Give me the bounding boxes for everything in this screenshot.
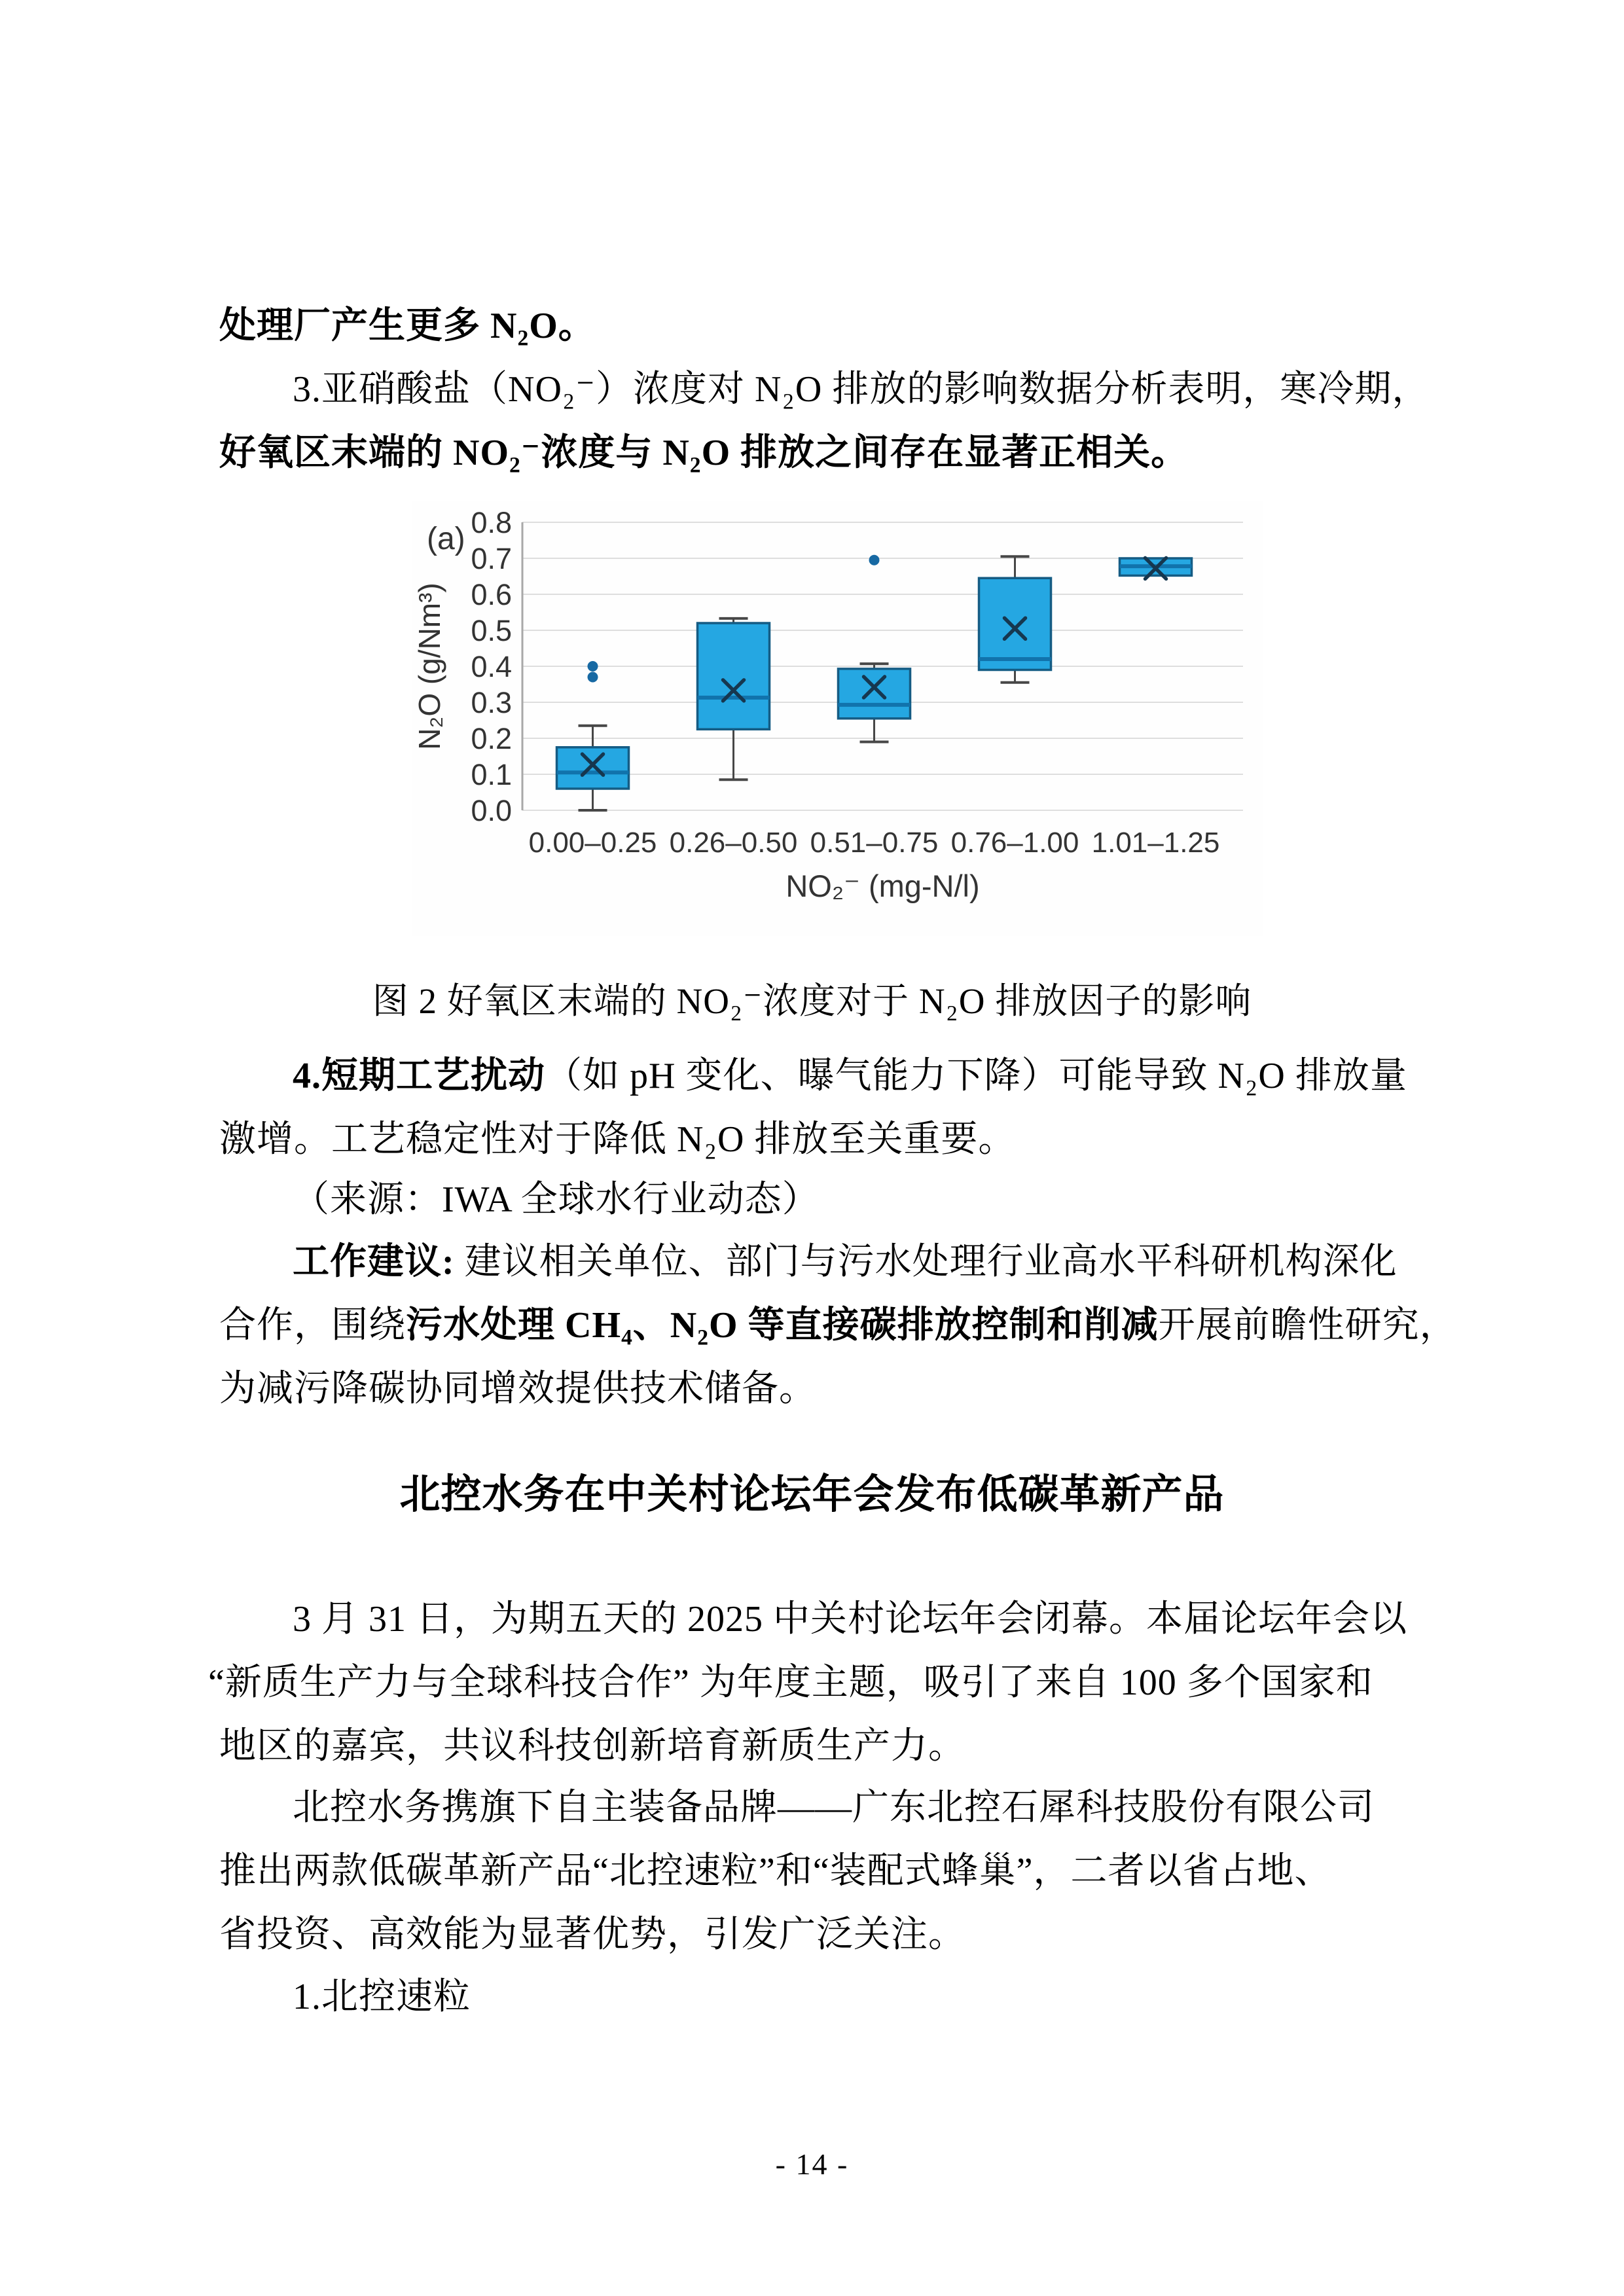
y-tick-label: 0.6 bbox=[471, 578, 512, 611]
x-axis-title: NO₂⁻ (mg-N/l) bbox=[785, 869, 980, 903]
x-tick-label: 0.51–0.75 bbox=[810, 827, 939, 859]
boxplot-chart bbox=[412, 501, 1263, 936]
x-tick-label: 0.00–0.25 bbox=[528, 827, 657, 859]
boxplot-figure bbox=[412, 501, 1263, 936]
bold-text-segment: 工作建议: bbox=[293, 1242, 465, 1282]
text-segment: 合作，围绕 bbox=[219, 1305, 406, 1346]
bold-text-segment: 好氧区末端的 NO₂⁻浓度与 N₂O 排放之间存在显著正相关。 bbox=[219, 433, 1189, 473]
bold-text-segment: 处理厂产生更多 N₂O。 bbox=[219, 306, 596, 346]
paragraph-line bbox=[219, 1357, 816, 1421]
x-tick-label: 0.26–0.50 bbox=[669, 827, 798, 859]
paragraph-line bbox=[293, 1588, 1407, 1651]
y-tick-label: 0.2 bbox=[471, 722, 512, 755]
box-3 bbox=[839, 669, 911, 719]
y-tick-label: 0.0 bbox=[471, 794, 512, 827]
outlier-point bbox=[588, 672, 598, 683]
y-axis-title: N₂O (g/Nm³) bbox=[412, 583, 446, 750]
page-number: - 14 - bbox=[775, 2147, 849, 2181]
x-tick-label: 0.76–1.00 bbox=[950, 827, 1079, 859]
text-segment: 为减污降碳协同增效提供技术储备。 bbox=[219, 1369, 816, 1409]
paragraph-line bbox=[219, 1903, 965, 1967]
paragraph-line bbox=[208, 1651, 1373, 1715]
paragraph-line bbox=[219, 1840, 1331, 1903]
text-segment: 建议相关单位、部门与污水处理行业高水平科研机构深化 bbox=[464, 1242, 1398, 1282]
bold-text-segment: 4.短期工艺扰动 bbox=[293, 1056, 545, 1096]
paragraph-line bbox=[219, 1108, 1015, 1172]
text-segment: 开展前瞻性研究， bbox=[1158, 1305, 1457, 1346]
box-1 bbox=[557, 747, 629, 789]
text-segment: “新质生产力与全球科技合作” 为年度主题，吸引了来自 100 多个国家和 bbox=[208, 1662, 1373, 1703]
outlier-point bbox=[588, 661, 598, 672]
y-tick-label: 0.1 bbox=[471, 758, 512, 791]
y-tick-label: 0.4 bbox=[471, 650, 512, 683]
y-tick-label: 0.7 bbox=[471, 542, 512, 575]
paragraph-line bbox=[219, 295, 596, 358]
text-segment: 激增。工艺稳定性对于降低 N₂O 排放至关重要。 bbox=[219, 1119, 1016, 1160]
y-tick-label: 0.8 bbox=[471, 506, 512, 539]
y-tick-label: 0.5 bbox=[471, 614, 512, 647]
outlier-point bbox=[869, 555, 880, 565]
y-tick-label: 0.3 bbox=[471, 686, 512, 719]
text-segment: 省投资、高效能为显著优势，引发广泛关注。 bbox=[219, 1914, 965, 1955]
panel-label: (a) bbox=[427, 522, 465, 556]
paragraph-line bbox=[219, 1294, 1457, 1357]
paragraph-line bbox=[219, 1715, 965, 1778]
section-heading: 北控水务在中关村论坛年会发布低碳革新产品 bbox=[399, 1473, 1225, 1517]
paragraph-line bbox=[293, 1776, 1375, 1840]
paragraph-line bbox=[293, 358, 1429, 422]
text-segment: （如 pH 变化、曝气能力下降）可能导致 N₂O 排放量 bbox=[545, 1056, 1407, 1096]
text-segment: 北控水务携旗下自主装备品牌——广东北控石犀科技股份有限公司 bbox=[293, 1787, 1375, 1828]
text-segment: 3.亚硝酸盐（NO₂⁻）浓度对 N₂O 排放的影响数据分析表明，寒冷期， bbox=[293, 369, 1430, 410]
box-4 bbox=[979, 578, 1051, 670]
paragraph-line bbox=[219, 422, 1188, 485]
paragraph-line bbox=[293, 1965, 471, 2029]
bold-text-segment: 污水处理 CH₄、N₂O 等直接碳排放控制和削减 bbox=[406, 1305, 1159, 1346]
text-segment: （来源：IWA 全球水行业动态） bbox=[293, 1179, 820, 1220]
paragraph-line bbox=[293, 1230, 1398, 1294]
text-segment: 推出两款低碳革新产品“北控速粒”和“装配式蜂巢”，二者以省占地、 bbox=[219, 1851, 1332, 1892]
text-segment: 1.北控速粒 bbox=[293, 1977, 471, 2017]
text-segment: 3 月 31 日，为期五天的 2025 中关村论坛年会闭幕。本届论坛年会以 bbox=[293, 1599, 1407, 1640]
box-2 bbox=[698, 623, 770, 729]
text-segment: 地区的嘉宾，共议科技创新培育新质生产力。 bbox=[219, 1726, 965, 1767]
figure-caption: 图 2 好氧区末端的 NO₂⁻浓度对于 N₂O 排放因子的影响 bbox=[372, 981, 1252, 1021]
x-tick-label: 1.01–1.25 bbox=[1091, 827, 1220, 859]
paragraph-line bbox=[293, 1045, 1407, 1108]
source-line bbox=[293, 1168, 820, 1232]
